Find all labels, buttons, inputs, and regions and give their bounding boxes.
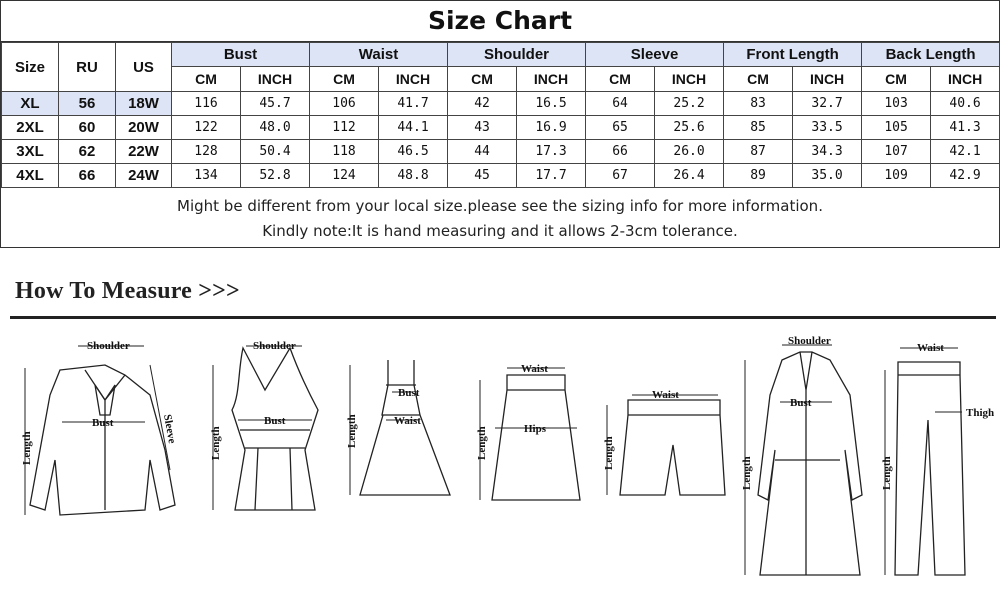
label-waist: Waist bbox=[652, 389, 679, 401]
dress-diagram bbox=[350, 360, 450, 495]
cell-value: 106 bbox=[310, 92, 379, 116]
unit-cm: CM bbox=[448, 67, 517, 92]
shorts-diagram bbox=[607, 395, 725, 495]
label-thigh: Thigh bbox=[966, 407, 995, 419]
unit-inch: INCH bbox=[517, 67, 586, 92]
cell-size: 4XL bbox=[2, 164, 59, 188]
label-waist: Waist bbox=[394, 415, 421, 427]
cell-value: 44.1 bbox=[379, 116, 448, 140]
cell-value: 122 bbox=[172, 116, 241, 140]
cell-value: 50.4 bbox=[241, 140, 310, 164]
label-bust: Bust bbox=[790, 397, 812, 409]
cell-value: 41.7 bbox=[379, 92, 448, 116]
cell-value: 25.2 bbox=[655, 92, 724, 116]
cell-value: 64 bbox=[586, 92, 655, 116]
header-size: Size bbox=[2, 43, 59, 92]
unit-inch: INCH bbox=[655, 67, 724, 92]
size-table bbox=[1, 42, 1000, 188]
cell-value: 25.6 bbox=[655, 116, 724, 140]
table-row bbox=[2, 116, 1000, 140]
header-front-length: Front Length bbox=[724, 43, 862, 67]
cell-value: 67 bbox=[586, 164, 655, 188]
cell-value: 46.5 bbox=[379, 140, 448, 164]
label-hips: Hips bbox=[524, 423, 547, 435]
garment-diagrams bbox=[0, 320, 1000, 597]
cell-value: 89 bbox=[724, 164, 793, 188]
label-length: Length bbox=[346, 414, 358, 448]
cell-value: 124 bbox=[310, 164, 379, 188]
table-row bbox=[2, 164, 1000, 188]
cell-value: 45.7 bbox=[241, 92, 310, 116]
cell-size: 3XL bbox=[2, 140, 59, 164]
cell-value: 17.3 bbox=[517, 140, 586, 164]
cell-value: 85 bbox=[724, 116, 793, 140]
label-length: Length bbox=[21, 431, 33, 465]
cell-value: 26.4 bbox=[655, 164, 724, 188]
label-bust: Bust bbox=[92, 417, 114, 429]
cell-ru: 60 bbox=[59, 116, 116, 140]
cell-value: 103 bbox=[862, 92, 931, 116]
cell-value: 40.6 bbox=[931, 92, 1000, 116]
cell-value: 34.3 bbox=[793, 140, 862, 164]
header-shoulder: Shoulder bbox=[448, 43, 586, 67]
cell-us: 24W bbox=[116, 164, 172, 188]
label-sleeve: Sleeve bbox=[161, 413, 178, 445]
cell-value: 16.9 bbox=[517, 116, 586, 140]
unit-cm: CM bbox=[172, 67, 241, 92]
cell-ru: 62 bbox=[59, 140, 116, 164]
unit-inch: INCH bbox=[793, 67, 862, 92]
cell-value: 44 bbox=[448, 140, 517, 164]
size-chart-panel bbox=[0, 0, 1000, 248]
table-row bbox=[2, 92, 1000, 116]
cell-value: 112 bbox=[310, 116, 379, 140]
label-length: Length bbox=[741, 456, 753, 490]
label-length: Length bbox=[881, 456, 893, 490]
unit-inch: INCH bbox=[379, 67, 448, 92]
cell-us: 22W bbox=[116, 140, 172, 164]
header-bust: Bust bbox=[172, 43, 310, 67]
cell-value: 17.7 bbox=[517, 164, 586, 188]
cell-value: 42 bbox=[448, 92, 517, 116]
cell-value: 41.3 bbox=[931, 116, 1000, 140]
cell-value: 134 bbox=[172, 164, 241, 188]
cell-value: 45 bbox=[448, 164, 517, 188]
tank-diagram bbox=[213, 346, 318, 510]
table-row bbox=[2, 140, 1000, 164]
label-shoulder: Shoulder bbox=[253, 340, 296, 352]
how-to-measure-title: How To Measure >>> bbox=[15, 278, 240, 304]
cell-size: 2XL bbox=[2, 116, 59, 140]
unit-inch: INCH bbox=[931, 67, 1000, 92]
cell-value: 87 bbox=[724, 140, 793, 164]
cell-us: 18W bbox=[116, 92, 172, 116]
cell-value: 66 bbox=[586, 140, 655, 164]
note-tolerance: Kindly note:It is hand measuring and it allows 2-3cm tolerance. bbox=[262, 222, 738, 240]
trousers-diagram bbox=[885, 348, 965, 575]
unit-cm: CM bbox=[724, 67, 793, 92]
divider bbox=[10, 316, 996, 319]
label-length: Length bbox=[210, 426, 222, 460]
unit-cm: CM bbox=[310, 67, 379, 92]
cell-value: 16.5 bbox=[517, 92, 586, 116]
cell-ru: 56 bbox=[59, 92, 116, 116]
header-waist: Waist bbox=[310, 43, 448, 67]
cell-value: 33.5 bbox=[793, 116, 862, 140]
cell-value: 43 bbox=[448, 116, 517, 140]
coat-diagram bbox=[745, 345, 862, 575]
label-waist: Waist bbox=[917, 342, 944, 354]
header-sleeve: Sleeve bbox=[586, 43, 724, 67]
label-bust: Bust bbox=[264, 415, 286, 427]
shirt-diagram bbox=[25, 346, 175, 515]
cell-value: 118 bbox=[310, 140, 379, 164]
note-local-size: Might be different from your local size.please see the sizing info for more information. bbox=[177, 197, 823, 215]
cell-value: 109 bbox=[862, 164, 931, 188]
cell-value: 35.0 bbox=[793, 164, 862, 188]
header-ru: RU bbox=[59, 43, 116, 92]
label-length: Length bbox=[476, 426, 488, 460]
cell-value: 107 bbox=[862, 140, 931, 164]
cell-value: 116 bbox=[172, 92, 241, 116]
unit-inch: INCH bbox=[241, 67, 310, 92]
cell-value: 105 bbox=[862, 116, 931, 140]
cell-value: 42.1 bbox=[931, 140, 1000, 164]
unit-cm: CM bbox=[586, 67, 655, 92]
cell-size: XL bbox=[2, 92, 59, 116]
cell-value: 26.0 bbox=[655, 140, 724, 164]
how-to-measure-section bbox=[0, 250, 1000, 597]
label-shoulder: Shoulder bbox=[87, 340, 130, 352]
label-length: Length bbox=[603, 436, 615, 470]
header-us: US bbox=[116, 43, 172, 92]
chart-title: Size Chart bbox=[1, 1, 999, 42]
cell-value: 52.8 bbox=[241, 164, 310, 188]
cell-value: 65 bbox=[586, 116, 655, 140]
cell-us: 20W bbox=[116, 116, 172, 140]
label-bust: Bust bbox=[398, 387, 420, 399]
cell-value: 128 bbox=[172, 140, 241, 164]
cell-value: 32.7 bbox=[793, 92, 862, 116]
cell-value: 48.0 bbox=[241, 116, 310, 140]
cell-value: 48.8 bbox=[379, 164, 448, 188]
cell-ru: 66 bbox=[59, 164, 116, 188]
cell-value: 83 bbox=[724, 92, 793, 116]
table-body bbox=[2, 92, 1000, 188]
unit-cm: CM bbox=[862, 67, 931, 92]
cell-value: 42.9 bbox=[931, 164, 1000, 188]
header-back-length: Back Length bbox=[862, 43, 1000, 67]
label-shoulder: Shoulder bbox=[788, 335, 831, 347]
label-waist: Waist bbox=[521, 363, 548, 375]
